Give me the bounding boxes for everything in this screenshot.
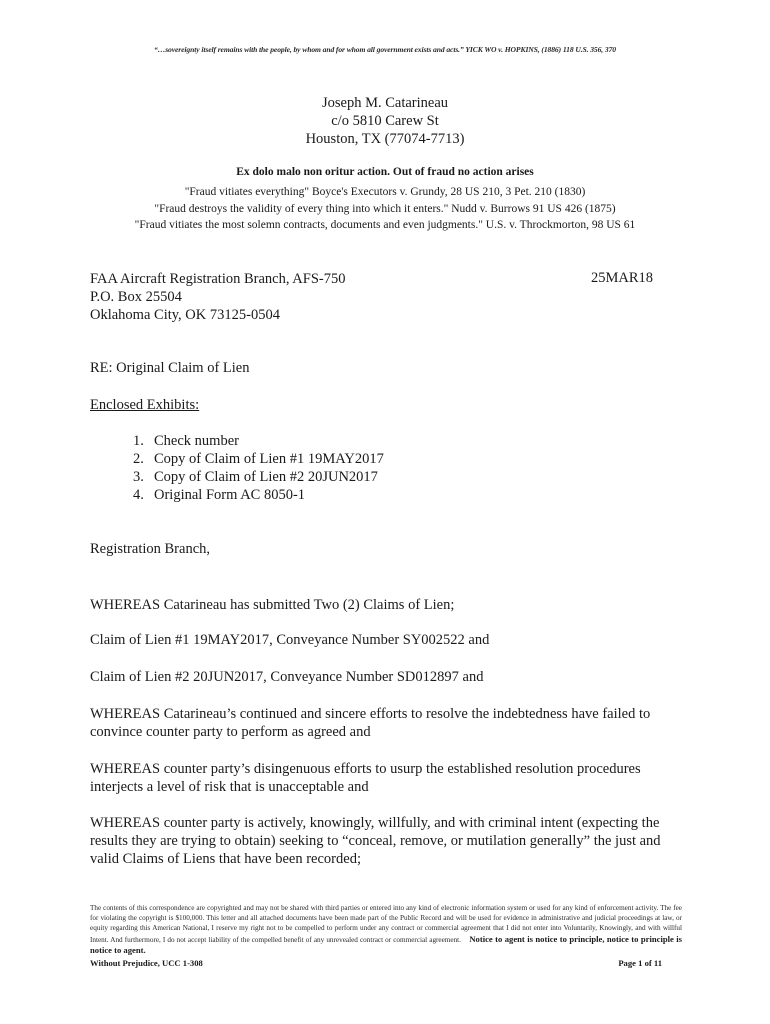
exhibits-list	[133, 432, 384, 504]
citation-3: "Fraud vitiates the most solemn contracts, documents and even judgments." U.S. v. Throckmorton, 98 US 61	[134, 219, 636, 231]
legal-maxim: Ex dolo malo non oritur action. Out of fraud no action arises	[236, 166, 534, 178]
recipient-address-block	[90, 270, 345, 324]
footer-bar	[90, 958, 662, 968]
agent-notice: Notice to agent is notice to principle, notice to principle is notice to agent.	[90, 933, 682, 955]
paragraph-whereas-disingenuous: WHEREAS counter party’s disingenuous efforts to usurp the established resolution procedures interjects a level of risk that is unacceptable and	[90, 761, 641, 795]
exhibit-item	[133, 450, 384, 468]
fraud-citations	[0, 184, 770, 234]
exhibit-text: Copy of Claim of Lien #2 20JUN2017	[154, 469, 378, 485]
exhibit-number: 3.	[133, 469, 144, 485]
paragraph-claim-1: Claim of Lien #1 19MAY2017, Conveyance Number SY002522 and	[90, 632, 490, 648]
exhibit-number: 1.	[133, 433, 144, 449]
recipient-line1: FAA Aircraft Registration Branch, AFS-750	[90, 271, 346, 287]
footer-fine-print	[90, 903, 682, 956]
exhibit-text: Copy of Claim of Lien #1 19MAY2017	[154, 451, 384, 467]
citation-2: "Fraud destroys the validity of every thing into which it enters." Nudd v. Burrows 91 US 426 (1875)	[154, 202, 616, 215]
copyright-notice: The contents of this correspondence are copyrighted and may not be shared with third parties or entered into any kind of electronic information system or used for any kind of enforcement activity. The fee for violating the copyright is $100,000. This letter and all attached documents have been made part of the Public Record and will be used for evidence in administrative and judicial proceedings at law, or equity regarding this American National, I reserve my right not to be compelled to perform under any contract or commercial agreement that I did not enter into Voluntarily, Knowingly, and with willful Intent. And furthermore, I do not accept liability of the compelled benefit of any unrevealed contract or commercial agreement.	[90, 904, 682, 944]
sender-address-line1: c/o 5810 Carew St	[331, 113, 439, 129]
salutation: Registration Branch,	[90, 541, 211, 557]
exhibit-number: 2.	[133, 451, 144, 467]
enclosed-exhibits-heading: Enclosed Exhibits:	[90, 397, 200, 413]
subject-line: RE: Original Claim of Lien	[90, 360, 250, 376]
paragraph-claim-2: Claim of Lien #2 20JUN2017, Conveyance Number SD012897 and	[90, 669, 484, 685]
exhibit-text: Check number	[154, 433, 239, 449]
header-quote: “…sovereignty itself remains with the people, by whom and for whom all government exists and acts.” YICK WO v. HOPKINS, (1886) 118 U.S. 356, 370	[154, 45, 616, 54]
paragraph-whereas-criminal-intent: WHEREAS counter party is actively, knowingly, willfully, and with criminal intent (expecting the results they are trying to obtain) seeking to “conceal, remove, or mutilation generally” the just and valid Claims of Liens that have been recorded;	[90, 815, 661, 867]
recipient-line2: P.O. Box 25504	[90, 289, 182, 305]
paragraph-whereas-claims: WHEREAS Catarineau has submitted Two (2) Claims of Lien;	[90, 597, 455, 613]
letter-date: 25MAR18	[591, 270, 654, 286]
sender-address-block	[0, 94, 770, 148]
recipient-line3: Oklahoma City, OK 73125-0504	[90, 307, 280, 323]
sender-address-line2: Houston, TX (77074-7713)	[305, 131, 465, 147]
exhibit-item	[133, 468, 384, 486]
exhibit-number: 4.	[133, 487, 144, 503]
exhibit-item	[133, 486, 384, 504]
exhibit-item	[133, 432, 384, 450]
without-prejudice-label: Without Prejudice, UCC 1-308	[90, 958, 203, 968]
exhibit-text: Original Form AC 8050-1	[154, 487, 306, 503]
paragraph-whereas-efforts: WHEREAS Catarineau’s continued and sincere efforts to resolve the indebtedness have failed to convince counter party to perform as agreed and	[90, 706, 651, 740]
sender-name: Joseph M. Catarineau	[321, 95, 449, 111]
citation-1: "Fraud vitiates everything" Boyce's Executors v. Grundy, 28 US 210, 3 Pet. 210 (1830)	[184, 186, 586, 198]
page-number: Page 1 of 11	[618, 958, 662, 968]
